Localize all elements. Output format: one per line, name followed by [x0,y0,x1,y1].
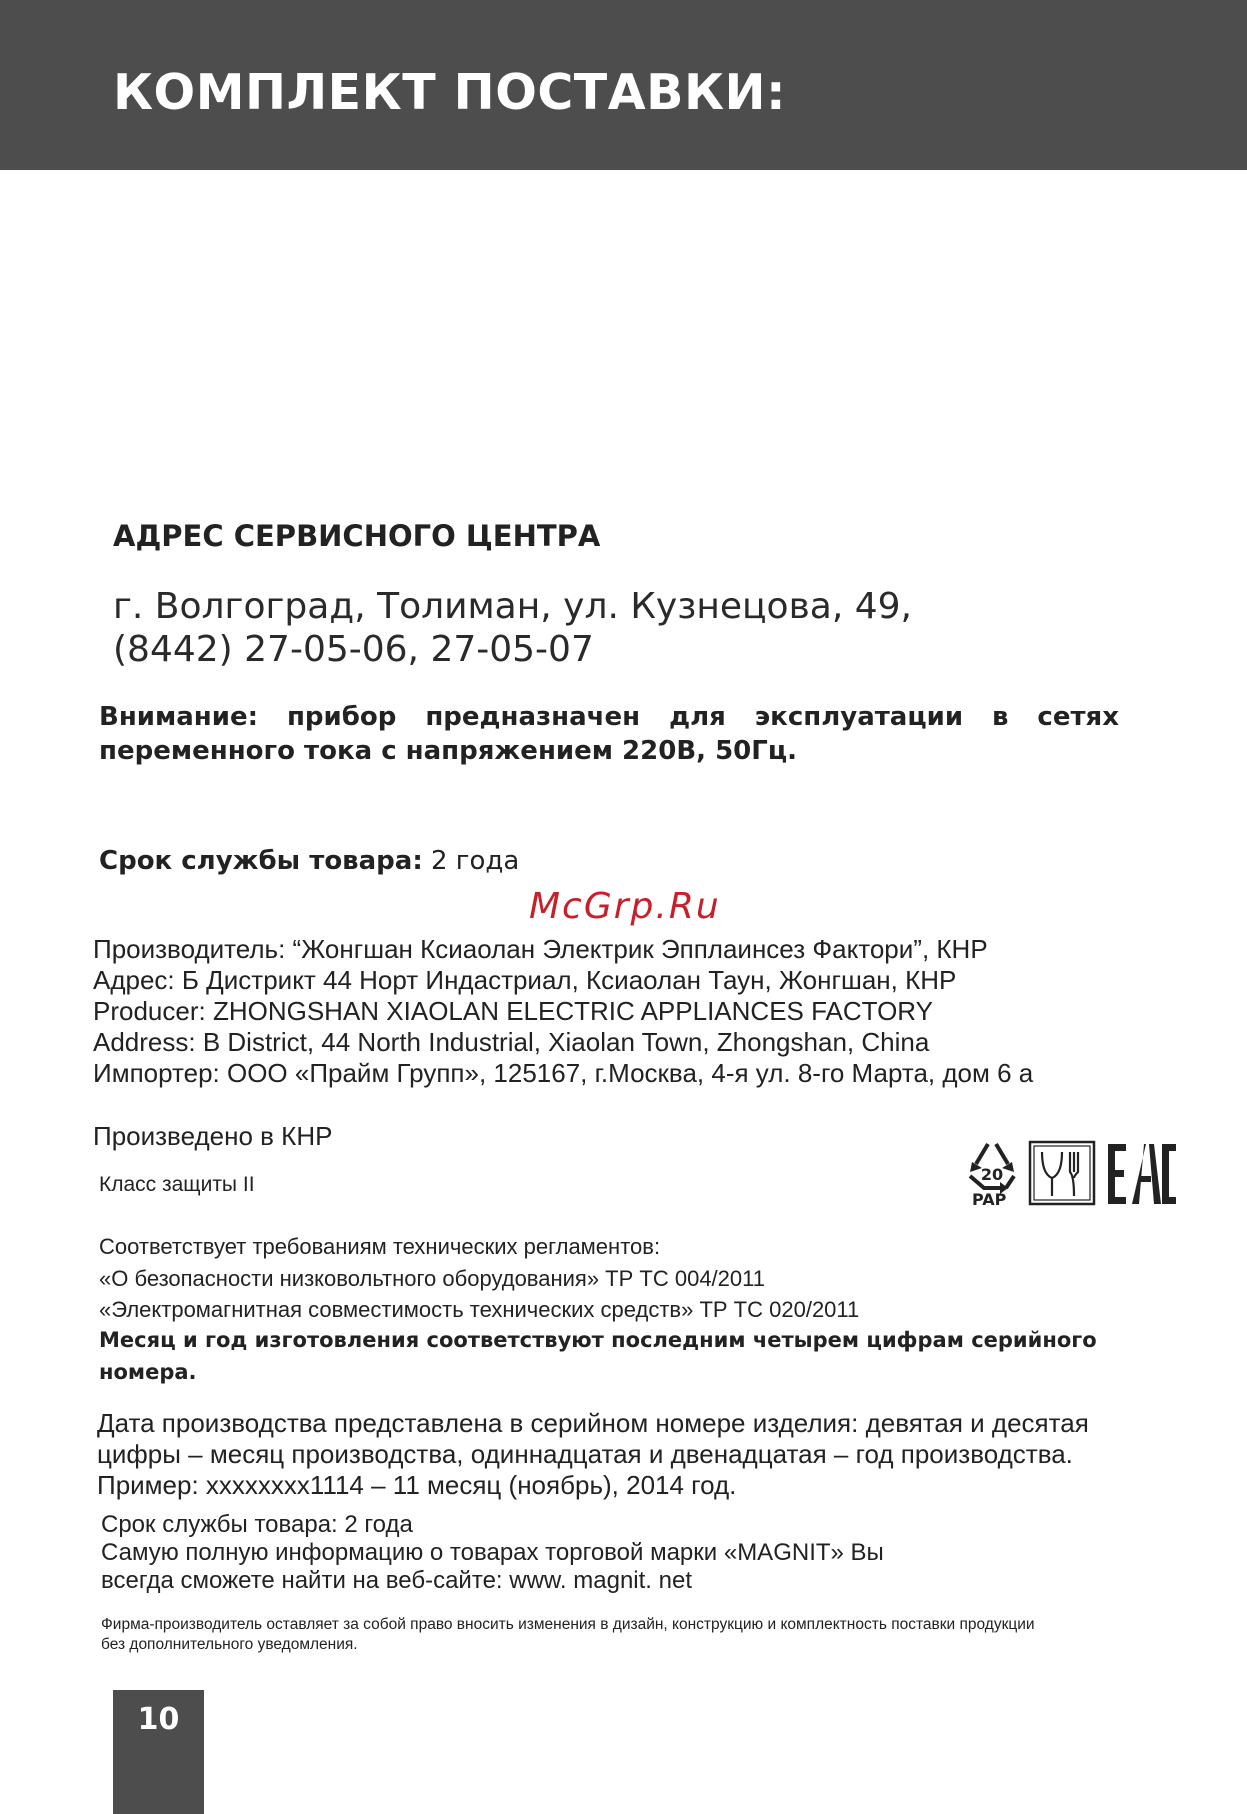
conformity-standard-2: «Электромагнитная совместимость технических средств» ТР ТС 020/2011 [99,1297,860,1322]
page-header [0,0,1247,170]
manufacturer-address-line: Адрес: Б Дистрикт 44 Норт Индастриал, Ксиаолан Таун, Жонгшан, КНР [93,965,957,995]
service-center-phones: (8442) 27-05-06, 27-05-07 [113,629,594,670]
food-contact-icon [1030,1142,1094,1204]
service-life-value: 2 года [422,846,520,876]
conformity-standard-1: «О безопасности низковольтного оборудования» ТР ТС 004/2011 [99,1266,765,1291]
disclaimer-line1: Фирма-производитель оставляет за собой право вносить изменения в дизайн, конструкцию и комплектность поставки продукции [101,1616,1035,1633]
manufacture-date-note-line1: Месяц и год изготовления соответствуют последним четырем цифрам серийного [99,1328,1097,1352]
life-info-line: Срок службы товара: 2 года [101,1511,413,1538]
life-info-line: Самую полную информацию о товарах торговой марки «MAGNIT» Вы [101,1539,884,1566]
eac-mark-icon [1108,1144,1176,1204]
date-info-example: Пример: xxxxxxxx1114 – 11 месяц (ноябрь), 2014 год. [97,1470,737,1500]
page-title: КОМПЛЕКТ ПОСТАВКИ: [113,64,787,121]
date-info-line: Дата производства представлена в серийном номере изделия: девятая и десятая [97,1408,1089,1438]
life-info-website: всегда сможете найти на веб-сайте: www. magnit. net [101,1567,692,1594]
recycle-label: PAP [972,1190,1007,1209]
date-info-line: цифры – месяц производства, одиннадцатая и двенадцатая – год производства. [97,1439,1073,1469]
service-life [99,846,519,876]
producer-line: Producer: ZHONGSHAN XIAOLAN ELECTRIC APPLIANCES FACTORY [93,996,933,1026]
disclaimer-line2: без дополнительного уведомления. [101,1636,358,1653]
service-life-label: Срок службы товара: [99,846,423,876]
recycle-number: 20 [980,1165,1004,1184]
watermark: McGrp.Ru [529,886,721,927]
protection-class: Класс защиты II [99,1173,255,1196]
importer-line: Импортер: ООО «Прайм Групп», 125167, г.Москва, 4-я ул. 8-го Марта, дом 6 а [93,1058,1034,1088]
certification-icons [962,1138,1176,1214]
producer-address-line: Address: B District, 44 North Industrial, Xiaolan Town, Zhongshan, China [93,1027,930,1057]
service-center-heading: АДРЕС СЕРВИСНОГО ЦЕНТРА [113,519,601,553]
voltage-warning-line2: переменного тока с напряжением 220В, 50Гц. [99,736,797,766]
page-number: 10 [137,1702,180,1737]
made-in: Произведено в КНР [93,1121,333,1151]
service-center-address: г. Волгоград, Толиман, ул. Кузнецова, 49, [113,586,912,627]
voltage-warning-line1: Внимание: прибор предназначен для эксплуатации в сетях [99,702,1119,732]
manufacturer-line: Производитель: “Жонгшан Ксиаолан Электрик Эпплаинсез Фактори”, КНР [93,934,988,964]
manufacture-date-note-line2: номера. [99,1360,197,1384]
conformity-line: Соответствует требованиям технических регламентов: [99,1234,661,1259]
page-number-box [113,1690,204,1814]
